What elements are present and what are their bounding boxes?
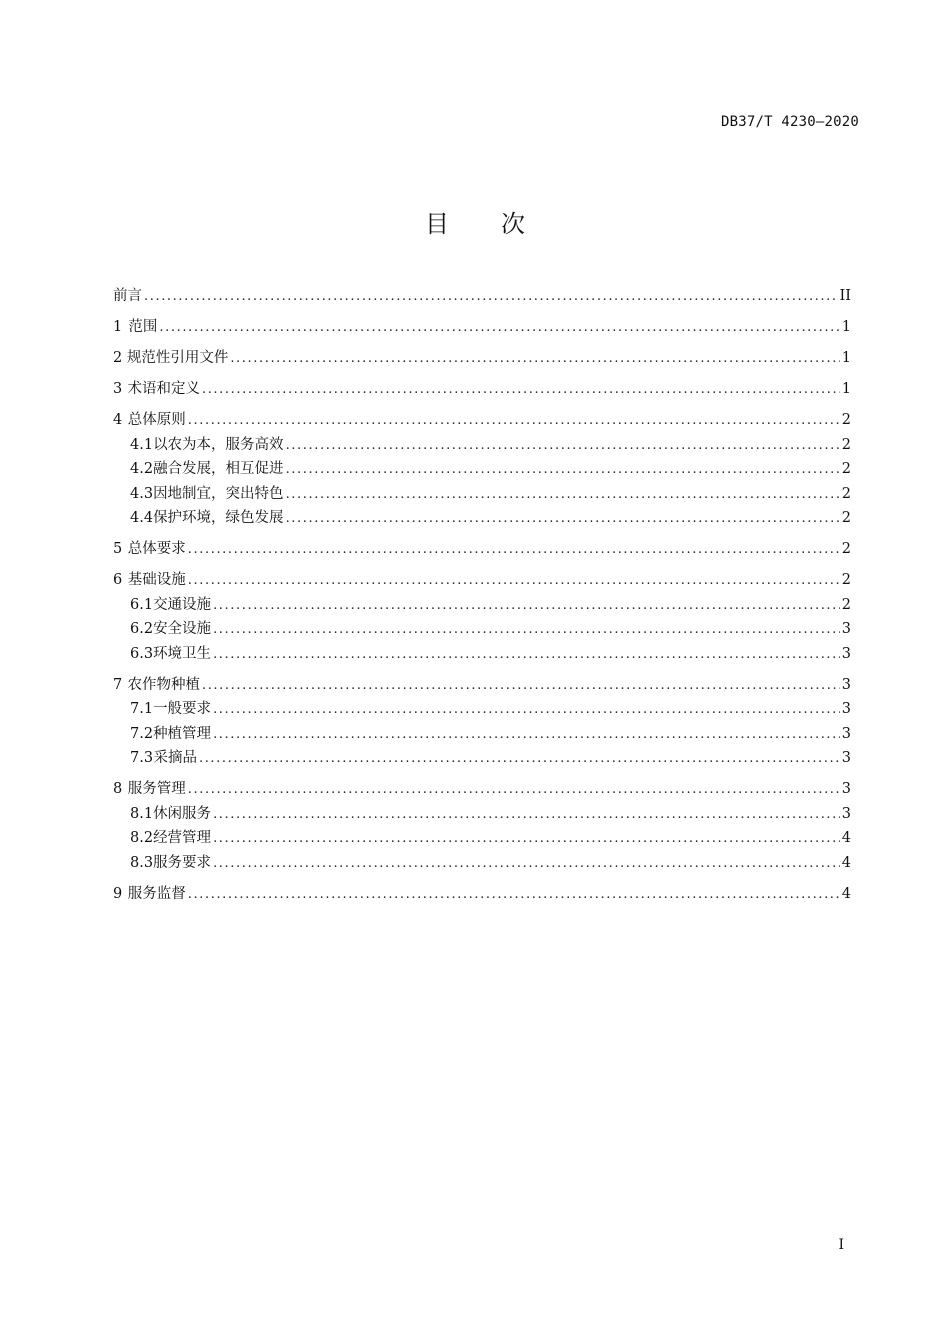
- toc-dot-leader: [286, 462, 840, 477]
- toc-dot-leader: [213, 727, 840, 742]
- toc-entry-title: 农作物种植: [127, 676, 200, 693]
- toc-dot-leader: [230, 351, 839, 366]
- toc-dot-leader: [188, 413, 840, 428]
- toc-entry-page: 2: [841, 436, 851, 453]
- toc-entry-number: 6.3: [130, 645, 154, 662]
- toc-entry-number: 4.1: [130, 436, 154, 453]
- toc-dot-leader: [213, 702, 840, 717]
- toc-entry[interactable]: [113, 506, 851, 531]
- toc-dot-leader: [144, 289, 838, 304]
- toc-dot-leader: [213, 807, 840, 822]
- toc-dot-leader: [213, 622, 840, 637]
- toc-entry-number: 6.2: [130, 621, 154, 637]
- toc-entry[interactable]: [113, 315, 851, 340]
- toc-entry[interactable]: [113, 642, 851, 667]
- toc-dot-leader: [213, 598, 840, 613]
- toc-entry-title: 环境卫生: [153, 645, 212, 662]
- toc-entry-title: 前言: [113, 288, 142, 304]
- toc-entry-title: 保护环境，绿色发展: [153, 510, 284, 526]
- toc-entry-page: 2: [841, 572, 851, 588]
- toc-dot-leader: [159, 320, 839, 335]
- page-title: 目次: [425, 210, 577, 238]
- toc-entry-number: 4.4: [130, 510, 154, 526]
- page-number: I: [838, 1237, 844, 1253]
- toc-entry[interactable]: [113, 722, 851, 747]
- toc-entry[interactable]: [113, 826, 851, 851]
- toc-entry-title: 经营管理: [153, 830, 212, 846]
- toc-entry-number: 1: [113, 319, 123, 335]
- toc-entry-title: 服务管理: [127, 781, 186, 797]
- toc-entry-page: 2: [841, 541, 851, 557]
- toc-entry[interactable]: [113, 617, 851, 642]
- toc-entry[interactable]: [113, 377, 851, 402]
- toc-entry[interactable]: [113, 697, 851, 722]
- toc-entry-title: 采摘品: [153, 750, 197, 766]
- toc-dot-leader: [286, 511, 840, 526]
- toc-entry-number: 7.3: [130, 750, 154, 766]
- toc-entry-page: 1: [841, 350, 851, 366]
- toc-dot-leader: [286, 438, 840, 453]
- toc-entry[interactable]: [113, 284, 851, 309]
- toc-entry-page: II: [839, 288, 851, 304]
- toc-dot-leader: [188, 782, 840, 797]
- document-code: DB37/T 4230—2020: [720, 114, 859, 130]
- toc-entry-number: 8.2: [130, 830, 154, 846]
- toc-dot-leader: [213, 856, 840, 871]
- toc-entry[interactable]: [113, 482, 851, 507]
- toc-entry[interactable]: [113, 746, 851, 771]
- toc-entry-page: 3: [841, 725, 851, 742]
- toc-entry[interactable]: [113, 882, 851, 907]
- toc-entry[interactable]: [113, 673, 851, 698]
- toc-entry-page: 4: [841, 854, 851, 871]
- toc-entry-page: 3: [841, 781, 851, 797]
- toc-entry-page: 2: [841, 485, 851, 502]
- toc-entry-page: 4: [841, 885, 851, 902]
- toc-entry-number: 6: [113, 572, 123, 588]
- toc-entry-number: 2: [113, 350, 123, 366]
- toc-entry-number: 6.1: [130, 596, 154, 613]
- toc-entry-page: 3: [841, 701, 851, 717]
- toc-entry-page: 2: [841, 412, 851, 428]
- toc-entry-number: 3: [113, 381, 123, 397]
- toc-entry-number: 4.3: [130, 485, 154, 502]
- toc-entry-number: 8.1: [130, 805, 154, 822]
- toc-entry-page: 1: [841, 381, 851, 397]
- toc-entry-page: 3: [841, 676, 851, 693]
- toc-entry-title: 安全设施: [153, 621, 212, 637]
- toc-dot-leader: [188, 542, 840, 557]
- toc-entry[interactable]: [113, 433, 851, 458]
- toc-entry-title: 一般要求: [153, 701, 212, 717]
- toc-entry-title: 融合发展，相互促进: [153, 461, 284, 477]
- toc-entry-title: 交通设施: [153, 596, 212, 613]
- toc-entry-number: 4: [113, 412, 123, 428]
- toc-dot-leader: [202, 382, 840, 397]
- toc-dot-leader: [213, 647, 840, 662]
- toc-entry[interactable]: [113, 537, 851, 562]
- toc-entry-number: 9: [113, 885, 123, 902]
- toc-dot-leader: [188, 573, 840, 588]
- toc-entry-title: 因地制宜，突出特色: [153, 485, 284, 502]
- toc-entry-number: 7: [113, 676, 123, 693]
- toc-entry-title: 种植管理: [153, 725, 212, 742]
- toc-entry[interactable]: [113, 568, 851, 593]
- toc-entry-title: 基础设施: [127, 572, 186, 588]
- toc-entry-page: 2: [841, 461, 851, 477]
- toc-entry-title: 规范性引用文件: [126, 350, 229, 366]
- toc-dot-leader: [188, 887, 840, 902]
- toc-entry-page: 2: [841, 510, 851, 526]
- toc-entry-page: 3: [841, 621, 851, 637]
- toc-entry-page: 3: [841, 750, 851, 766]
- toc-entry-title: 范围: [128, 319, 158, 335]
- toc-entry-page: 3: [841, 805, 851, 822]
- toc-entry-page: 4: [841, 830, 851, 846]
- toc-entry[interactable]: [113, 802, 851, 827]
- toc-entry-number: 7.2: [130, 725, 154, 742]
- toc-entry[interactable]: [113, 408, 851, 433]
- toc-entry-page: 3: [841, 645, 851, 662]
- toc-dot-leader: [199, 751, 840, 766]
- toc-entry-title: 休闲服务: [153, 805, 212, 822]
- toc-entry-page: 1: [841, 319, 851, 335]
- toc-entry-title: 总体要求: [127, 541, 186, 557]
- toc-entry[interactable]: [113, 346, 851, 371]
- toc-entry[interactable]: [113, 593, 851, 618]
- toc-dot-leader: [286, 487, 840, 502]
- toc-entry[interactable]: [113, 457, 851, 482]
- toc-entry-title: 术语和定义: [127, 381, 200, 397]
- toc-entry-title: 服务监督: [127, 885, 186, 902]
- table-of-contents: [113, 284, 851, 906]
- toc-entry-number: 4.2: [130, 461, 154, 477]
- toc-dot-leader: [213, 831, 840, 846]
- toc-entry-title: 服务要求: [153, 854, 212, 871]
- toc-entry-page: 2: [841, 596, 851, 613]
- toc-entry[interactable]: [113, 777, 851, 802]
- toc-entry-number: 8: [113, 781, 123, 797]
- toc-entry-number: 8.3: [130, 854, 154, 871]
- toc-entry-title: 以农为本，服务高效: [153, 436, 284, 453]
- toc-dot-leader: [202, 678, 840, 693]
- toc-entry-title: 总体原则: [127, 412, 186, 428]
- toc-entry-number: 5: [113, 541, 123, 557]
- toc-entry-number: 7.1: [130, 701, 154, 717]
- toc-entry[interactable]: [113, 851, 851, 876]
